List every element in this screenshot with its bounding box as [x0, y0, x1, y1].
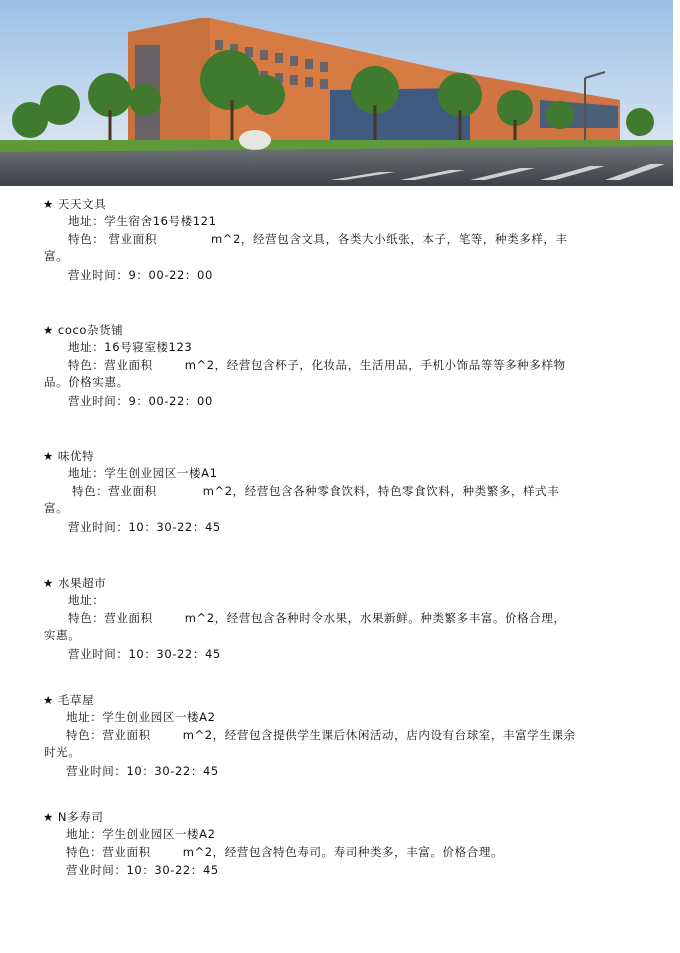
- shop-feature: [68, 357, 566, 373]
- shop-name: 味优特: [57, 449, 95, 463]
- shop-feature: [68, 610, 566, 626]
- shop-title: [43, 575, 106, 591]
- feature-detail: m^2，经营包含文具，各类大小纸张，本子，笔等，种类多样，丰: [210, 232, 568, 246]
- star-icon: ★: [43, 197, 54, 211]
- shop-title: [43, 692, 94, 708]
- feature-prefix: 特色： 营业面积: [68, 232, 157, 246]
- shop-feature: [72, 483, 559, 499]
- shop-address: 地址：学生创业园区一楼A1: [68, 466, 218, 480]
- shop-name: coco杂货铺: [57, 323, 124, 337]
- shop-address: 地址：学生宿舍16号楼121: [68, 214, 217, 228]
- shop-title: [43, 196, 106, 212]
- feature-prefix: 特色：营业面积: [68, 358, 153, 372]
- star-icon: ★: [43, 449, 54, 463]
- feature-detail: m^2，经营包含特色寿司。寿司种类多，丰富。价格合理。: [182, 845, 504, 859]
- shop-hours: 营业时间：10：30-22：45: [66, 764, 219, 778]
- shop-name: 天天文具: [57, 197, 107, 211]
- feature-prefix: 特色：营业面积: [66, 728, 151, 742]
- feature-detail: m^2，经营包含各种时令水果，水果新鲜。种类繁多丰富。价格合理，: [184, 611, 566, 625]
- shop-title: [43, 322, 123, 338]
- feature-prefix: 特色：营业面积: [66, 845, 151, 859]
- shop-address: 地址：16号寝室楼123: [68, 340, 193, 354]
- feature-detail: m^2，经营包含提供学生课后休闲活动，店内设有台球室，丰富学生课余: [182, 728, 576, 742]
- shop-hours: 营业时间：9：00-22：00: [68, 394, 213, 408]
- shop-hours: 营业时间：10：30-22：45: [66, 863, 219, 877]
- feature-continued: 实惠。: [44, 628, 81, 642]
- feature-detail: m^2，经营包含各种零食饮料，特色零食饮料，种类繁多，样式丰: [202, 484, 560, 498]
- shop-address: 地址：: [68, 593, 105, 607]
- feature-continued: 富。: [44, 501, 69, 515]
- feature-detail: m^2，经营包含杯子，化妆品，生活用品，手机小饰品等等多种多样物: [184, 358, 566, 372]
- star-icon: ★: [43, 810, 54, 824]
- feature-prefix: 特色：营业面积: [72, 484, 157, 498]
- shop-name: 水果超市: [57, 576, 107, 590]
- shop-feature: [68, 231, 568, 247]
- shop-hours: 营业时间：9：00-22：00: [68, 268, 213, 282]
- shop-address: 地址：学生创业园区一楼A2: [66, 827, 216, 841]
- star-icon: ★: [43, 693, 54, 707]
- feature-continued: 富。: [44, 249, 69, 263]
- shop-name: 毛草屋: [57, 693, 95, 707]
- feature-continued: 品。价格实惠。: [44, 375, 129, 389]
- shop-title: [43, 448, 94, 464]
- campus-building-photo: [0, 0, 673, 186]
- star-icon: ★: [43, 323, 54, 337]
- star-icon: ★: [43, 576, 54, 590]
- shop-hours: 营业时间：10：30-22：45: [68, 520, 221, 534]
- shop-name: N多寿司: [57, 810, 104, 824]
- shop-address: 地址：学生创业园区一楼A2: [66, 710, 216, 724]
- feature-continued: 时光。: [44, 745, 81, 759]
- feature-prefix: 特色：营业面积: [68, 611, 153, 625]
- shop-feature: [66, 727, 576, 743]
- shop-hours: 营业时间：10：30-22：45: [68, 647, 221, 661]
- shop-title: [43, 809, 103, 825]
- shop-feature: [66, 844, 503, 860]
